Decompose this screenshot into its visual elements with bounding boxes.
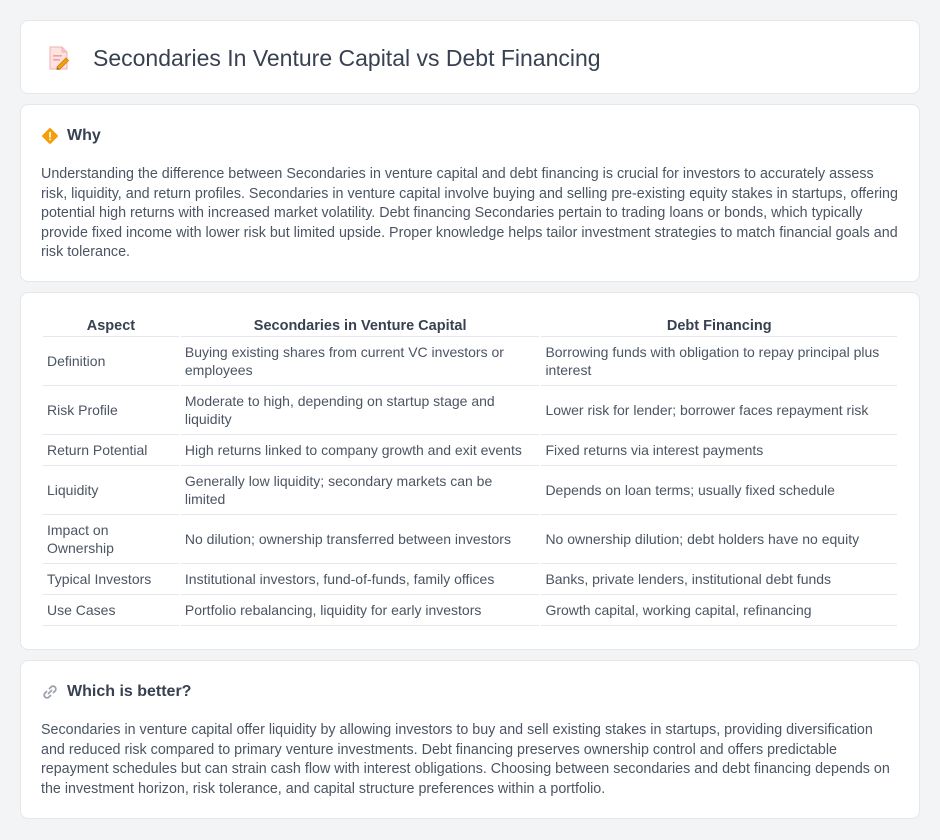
secondaries-cell: Buying existing shares from current VC investors or employees bbox=[180, 337, 541, 386]
table-header-row bbox=[43, 315, 898, 337]
why-body: Understanding the difference between Secondaries in venture capital and debt financing is crucial for investors to accurately assess risk, liquidity, and return profiles. Secondaries in venture capital involve buying and selling pre-existing equity stakes in startups, offering potential high returns with increased market volatility. Debt financing Secondaries pertain to trading loans or bonds, which typically provide fixed income with lower risk but limited upside. Proper knowledge helps tailor investment strategies to match financial goals and risk tolerance. bbox=[41, 166, 898, 261]
column-header-secondaries: Secondaries in Venture Capital bbox=[180, 315, 541, 337]
page-title: Secondaries In Venture Capital vs Debt Financing bbox=[93, 44, 601, 71]
column-header-debt: Debt Financing bbox=[540, 315, 898, 337]
aspect-cell: Liquidity bbox=[43, 466, 180, 515]
secondaries-cell: Generally low liquidity; secondary markets can be limited bbox=[180, 466, 541, 515]
aspect-cell: Impact on Ownership bbox=[43, 515, 180, 564]
table-row bbox=[43, 466, 898, 515]
table-row bbox=[43, 386, 898, 435]
why-header bbox=[41, 127, 101, 145]
debt-cell: No ownership dilution; debt holders have no equity bbox=[540, 515, 898, 564]
table-row bbox=[43, 595, 898, 626]
better-body: Secondaries in venture capital offer liquidity by allowing investors to buy and sell existing stakes in startups, providing diversification and reduced risk compared to primary venture investments. Debt financing preserves ownership control and offers predictable repayment schedules but can strain cash flow with interest obligations. Choosing between secondaries and debt financing depends on the investment horizon, risk tolerance, and capital structure preferences within a portfolio. bbox=[41, 722, 890, 797]
which-is-better-section bbox=[20, 660, 920, 819]
aspect-cell: Typical Investors bbox=[43, 564, 180, 595]
comparison-table bbox=[43, 315, 899, 626]
diamond-warning-icon bbox=[41, 127, 59, 145]
link-icon bbox=[41, 683, 59, 701]
secondaries-cell: High returns linked to company growth and exit events bbox=[180, 435, 541, 466]
why-section bbox=[20, 104, 920, 282]
table-row bbox=[43, 564, 898, 595]
debt-cell: Lower risk for lender; borrower faces repayment risk bbox=[540, 386, 898, 435]
debt-cell: Fixed returns via interest payments bbox=[540, 435, 898, 466]
why-title: Why bbox=[67, 127, 101, 144]
aspect-cell: Use Cases bbox=[43, 595, 180, 626]
secondaries-cell: Portfolio rebalancing, liquidity for early investors bbox=[180, 595, 541, 626]
column-header-aspect: Aspect bbox=[43, 315, 180, 337]
secondaries-cell: Institutional investors, fund-of-funds, family offices bbox=[180, 564, 541, 595]
comparison-section bbox=[20, 292, 920, 650]
secondaries-cell: Moderate to high, depending on startup stage and liquidity bbox=[180, 386, 541, 435]
title-card bbox=[20, 20, 920, 94]
secondaries-cell: No dilution; ownership transferred between investors bbox=[180, 515, 541, 564]
table-row bbox=[43, 435, 898, 466]
better-title: Which is better? bbox=[67, 683, 192, 700]
debt-cell: Growth capital, working capital, refinancing bbox=[540, 595, 898, 626]
debt-cell: Banks, private lenders, institutional debt funds bbox=[540, 564, 898, 595]
aspect-cell: Return Potential bbox=[43, 435, 180, 466]
aspect-cell: Risk Profile bbox=[43, 386, 180, 435]
debt-cell: Depends on loan terms; usually fixed schedule bbox=[540, 466, 898, 515]
better-header bbox=[41, 683, 191, 701]
table-row bbox=[43, 515, 898, 564]
table-row bbox=[43, 337, 898, 386]
aspect-cell: Definition bbox=[43, 337, 180, 386]
document-edit-icon bbox=[47, 45, 71, 71]
title-row bbox=[47, 21, 601, 95]
debt-cell: Borrowing funds with obligation to repay principal plus interest bbox=[540, 337, 898, 386]
